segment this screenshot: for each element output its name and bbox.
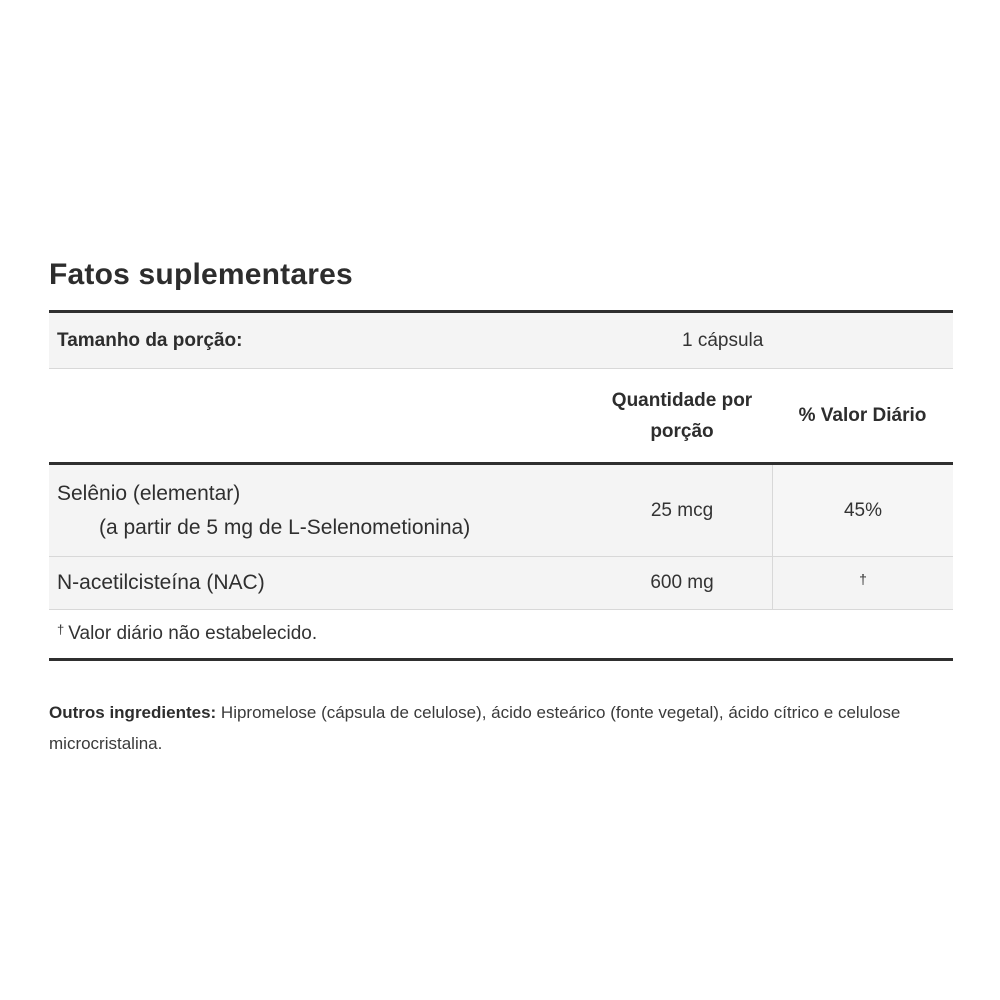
nutrient-daily-value: [772, 465, 953, 556]
bottom-rule: [49, 658, 953, 661]
nutrient-source-detail: (a partir de 5 mg de L-Selenometionina): [99, 515, 471, 539]
nutrient-amount: 25 mcg: [650, 499, 714, 521]
amount-per-serving-header: [592, 385, 772, 447]
page-title: Fatos suplementares: [49, 258, 353, 291]
other-ingredients-label: Outros ingredientes:: [49, 703, 217, 722]
footnote-text: Valor diário não estabelecido.: [68, 623, 318, 644]
amount-header-line1: Quantidade por: [611, 389, 753, 411]
serving-size-row: [49, 313, 953, 368]
nutrient-row-nac: [49, 557, 953, 609]
nutrient-name: N-acetilcisteína (NAC): [57, 571, 265, 594]
amount-header-line2: porção: [650, 420, 714, 442]
daily-value-header: % Valor Diário: [798, 404, 927, 426]
nutrient-name-main: Selênio (elementar): [57, 481, 241, 505]
serving-size-value: 1 cápsula: [682, 329, 764, 351]
nutrient-row-selenium: [49, 465, 953, 556]
nutrient-daily-value: [772, 557, 953, 609]
serving-size-label: Tamanho da porção:: [57, 329, 243, 351]
footnote-dagger: †: [57, 621, 65, 637]
supplement-facts-table: [49, 310, 953, 661]
other-ingredients: [49, 697, 949, 759]
nutrient-amount: 600 mg: [650, 572, 714, 593]
dagger-mark: †: [859, 571, 867, 587]
dv-value: 45%: [843, 499, 883, 521]
footnote-row: [49, 610, 953, 658]
other-ingredients-text: Hipromelose (cápsula de celulose), ácido esteárico (fonte vegetal), ácido cítrico e celulose microcristalina.: [49, 703, 901, 753]
column-header-row: [49, 369, 953, 462]
nutrient-name: [49, 477, 592, 545]
